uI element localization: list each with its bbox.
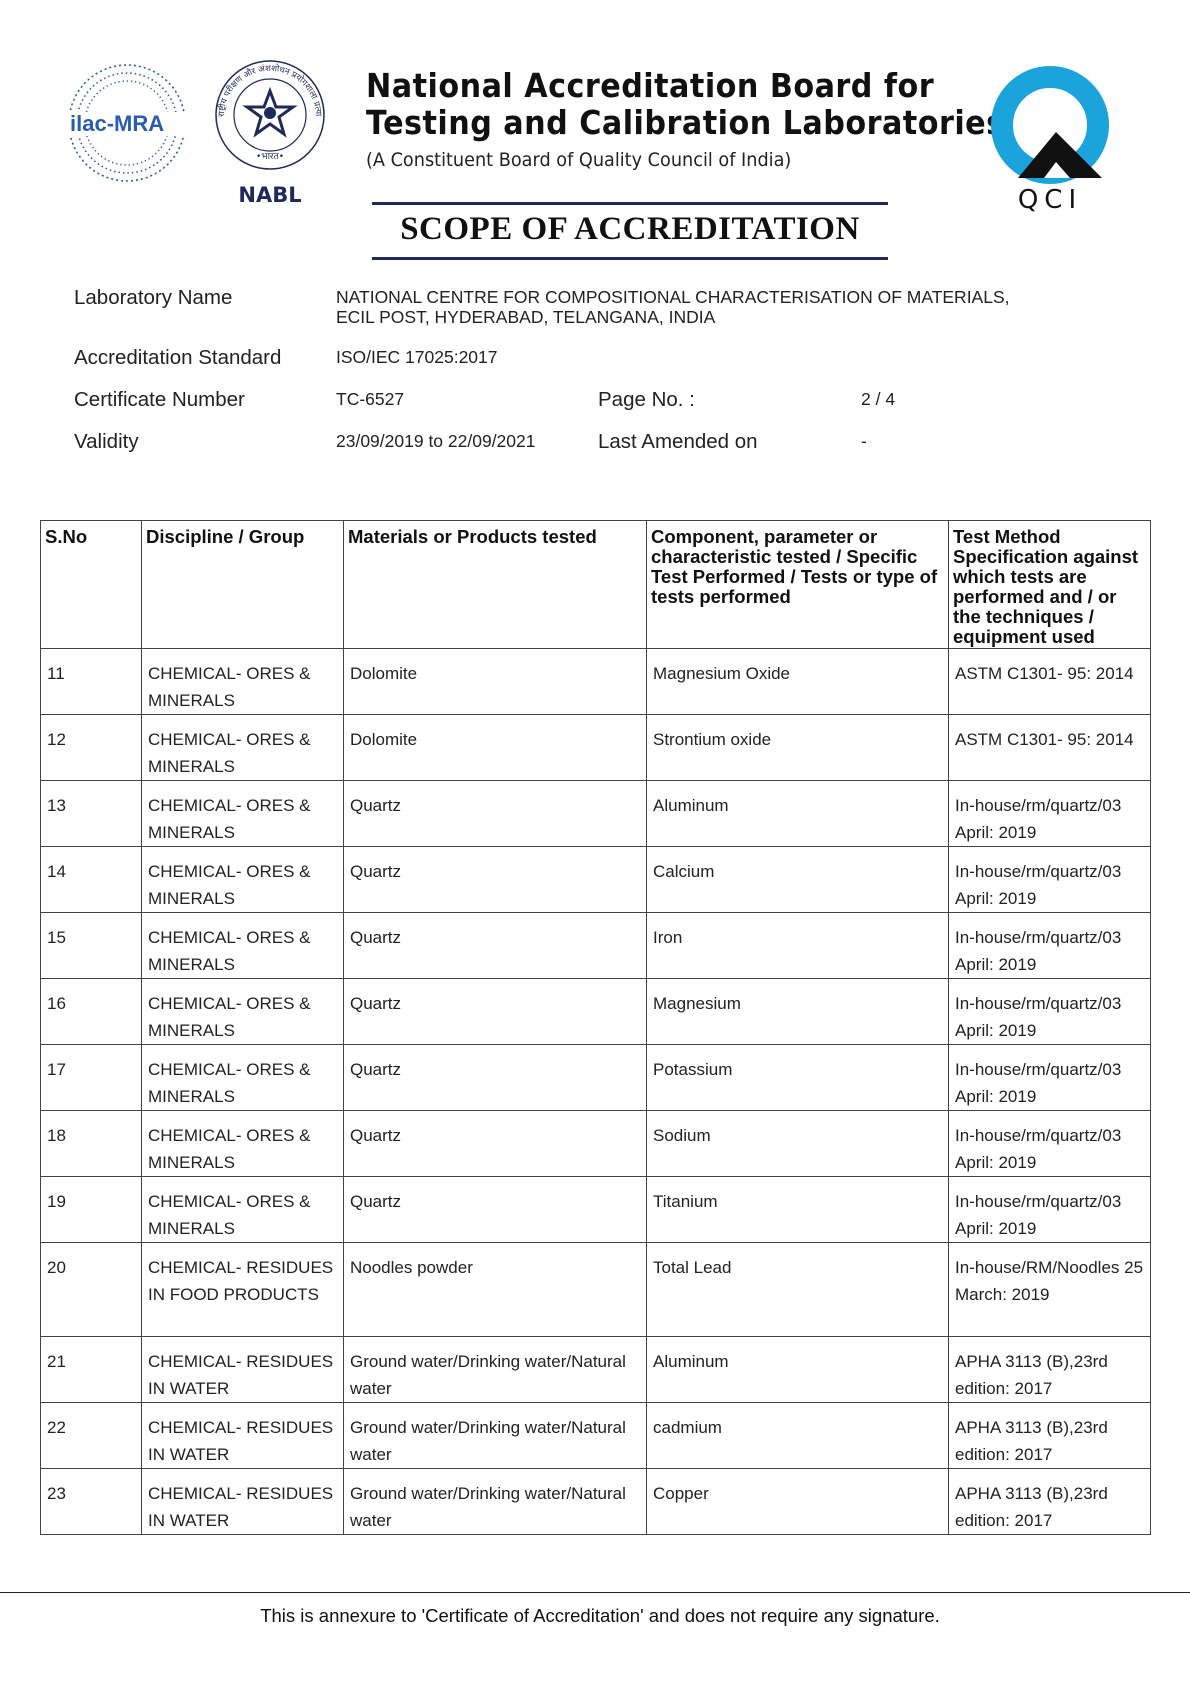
validity-label: Validity [74,430,139,453]
cell-method: In-house/rm/quartz/03 April: 2019 [949,781,1151,847]
table-header-row [41,521,1151,649]
cell-sno: 13 [41,781,142,847]
qci-logo [990,60,1115,215]
cell-material: Ground water/Drinking water/Natural water [344,1469,647,1535]
cell-material: Ground water/Drinking water/Natural water [344,1337,647,1403]
cell-discipline: CHEMICAL- RESIDUES IN WATER [142,1337,344,1403]
nabl-logo [210,55,330,215]
scope-table [40,520,1151,1535]
lab-name-line1: NATIONAL CENTRE FOR COMPOSITIONAL CHARACTERISATION OF MATERIALS, [336,287,1010,307]
cell-discipline: CHEMICAL- ORES & MINERALS [142,1177,344,1243]
table-row [41,649,1151,715]
nabl-seal-text: राष्ट्रीय परीक्षण और अंशशोधन प्रयोगशाला प्रत्या [216,63,324,118]
cell-method: APHA 3113 (B),23rd edition: 2017 [949,1403,1151,1469]
cell-material: Quartz [344,1045,647,1111]
cell-component: Aluminum [647,1337,949,1403]
cell-discipline: CHEMICAL- RESIDUES IN WATER [142,1469,344,1535]
table-row [41,1045,1151,1111]
col-header-discipline: Discipline / Group [142,521,344,649]
certificate-label: Certificate Number [74,388,245,411]
org-subtitle: (A Constituent Board of Quality Council of India) [366,149,792,171]
lab-name-value [336,287,1010,327]
cell-component: Total Lead [647,1243,949,1337]
col-header-materials: Materials or Products tested [344,521,647,649]
cell-discipline: CHEMICAL- ORES & MINERALS [142,649,344,715]
table-row [41,1177,1151,1243]
org-title [366,68,1005,142]
cell-material: Quartz [344,847,647,913]
nabl-wordmark: NABL [238,183,302,207]
cell-discipline: CHEMICAL- ORES & MINERALS [142,847,344,913]
table-row [41,1243,1151,1337]
cell-component: Titanium [647,1177,949,1243]
table-row [41,913,1151,979]
cell-discipline: CHEMICAL- ORES & MINERALS [142,1111,344,1177]
table-row [41,715,1151,781]
lab-name-line2: ECIL POST, HYDERABAD, TELANGANA, INDIA [336,307,716,327]
cell-material: Dolomite [344,715,647,781]
cell-discipline: CHEMICAL- ORES & MINERALS [142,913,344,979]
cell-sno: 19 [41,1177,142,1243]
cell-component: Potassium [647,1045,949,1111]
cell-sno: 16 [41,979,142,1045]
cell-component: Calcium [647,847,949,913]
cell-material: Dolomite [344,649,647,715]
cell-component: cadmium [647,1403,949,1469]
amended-value: - [861,431,867,451]
cell-discipline: CHEMICAL- ORES & MINERALS [142,781,344,847]
cell-method: In-house/rm/quartz/03 April: 2019 [949,1111,1151,1177]
cell-material: Ground water/Drinking water/Natural water [344,1403,647,1469]
cell-material: Quartz [344,1111,647,1177]
cell-component: Magnesium Oxide [647,649,949,715]
org-title-line2: Testing and Calibration Laboratories [366,104,1005,142]
cell-component: Sodium [647,1111,949,1177]
cell-component: Copper [647,1469,949,1535]
cell-material: Quartz [344,1177,647,1243]
cell-sno: 22 [41,1403,142,1469]
cell-component: Iron [647,913,949,979]
cell-sno: 12 [41,715,142,781]
col-header-method: Test Method Specification against which tests are performed and / or the techniques / equipment used [949,521,1151,649]
cell-method: ASTM C1301- 95: 2014 [949,649,1151,715]
footer-divider [0,1592,1190,1593]
scope-title-box [372,202,888,260]
cell-sno: 14 [41,847,142,913]
cell-method: In-house/rm/quartz/03 April: 2019 [949,1177,1151,1243]
cell-method: APHA 3113 (B),23rd edition: 2017 [949,1469,1151,1535]
validity-value: 23/09/2019 to 22/09/2021 [336,431,536,451]
cell-component: Magnesium [647,979,949,1045]
table-row [41,847,1151,913]
page-no-value: 2 / 4 [861,389,896,409]
cell-sno: 11 [41,649,142,715]
cell-material: Quartz [344,979,647,1045]
cell-component: Strontium oxide [647,715,949,781]
standard-value: ISO/IEC 17025:2017 [336,347,498,367]
cell-sno: 20 [41,1243,142,1337]
page-no-label: Page No. : [598,388,695,411]
cell-sno: 17 [41,1045,142,1111]
ilac-text: ilac-MRA [70,111,165,136]
cell-material: Quartz [344,781,647,847]
table-row [41,979,1151,1045]
cell-material: Noodles powder [344,1243,647,1337]
nabl-seal-bharat: •भारत• [255,152,285,162]
cell-sno: 18 [41,1111,142,1177]
table-row [41,1337,1151,1403]
cell-discipline: CHEMICAL- RESIDUES IN FOOD PRODUCTS [142,1243,344,1337]
cell-discipline: CHEMICAL- ORES & MINERALS [142,715,344,781]
table-row [41,1469,1151,1535]
cell-method: ASTM C1301- 95: 2014 [949,715,1151,781]
scope-title: SCOPE OF ACCREDITATION [400,211,860,247]
cell-method: In-house/rm/quartz/03 April: 2019 [949,847,1151,913]
cell-discipline: CHEMICAL- RESIDUES IN WATER [142,1403,344,1469]
lab-name-label: Laboratory Name [74,286,233,309]
footer-note: This is annexure to 'Certificate of Accreditation' and does not require any signature. [260,1605,940,1626]
certificate-value: TC-6527 [336,389,405,409]
cell-method: In-house/rm/quartz/03 April: 2019 [949,1045,1151,1111]
org-title-line1: National Accreditation Board for [366,67,935,105]
cell-method: In-house/rm/quartz/03 April: 2019 [949,913,1151,979]
cell-sno: 23 [41,1469,142,1535]
cell-component: Aluminum [647,781,949,847]
table-row [41,1111,1151,1177]
cell-discipline: CHEMICAL- ORES & MINERALS [142,979,344,1045]
cell-material: Quartz [344,913,647,979]
standard-label: Accreditation Standard [74,346,282,369]
amended-label: Last Amended on [598,430,758,453]
cell-sno: 15 [41,913,142,979]
cell-method: In-house/RM/Noodles 25 March: 2019 [949,1243,1151,1337]
col-header-component: Component, parameter or characteristic tested / Specific Test Performed / Tests or type of tests performed [647,521,949,649]
cell-method: In-house/rm/quartz/03 April: 2019 [949,979,1151,1045]
qci-wordmark: QCI [1017,185,1083,215]
ilac-mra-logo [62,58,192,188]
cell-method: APHA 3113 (B),23rd edition: 2017 [949,1337,1151,1403]
table-row [41,1403,1151,1469]
cell-sno: 21 [41,1337,142,1403]
col-header-sno: S.No [41,521,142,649]
cell-discipline: CHEMICAL- ORES & MINERALS [142,1045,344,1111]
table-row [41,781,1151,847]
